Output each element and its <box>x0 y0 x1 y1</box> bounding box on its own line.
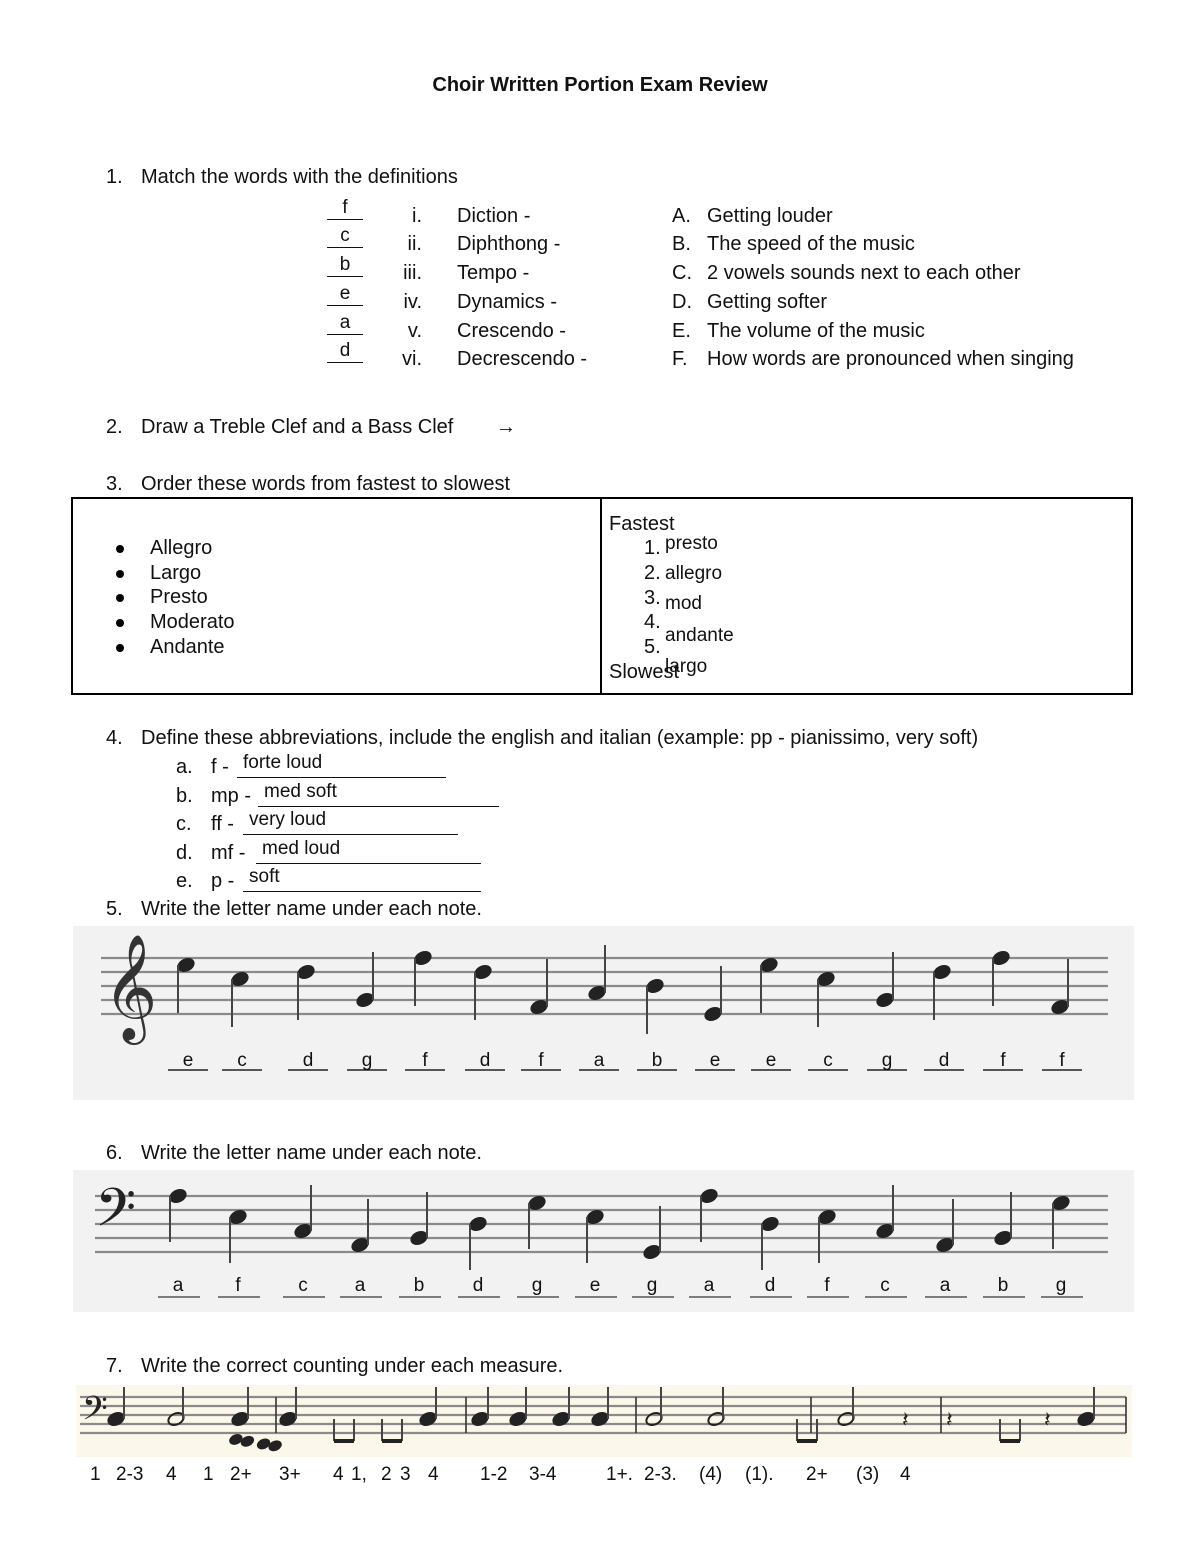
q1-def-letter: E. <box>672 320 691 342</box>
quarter-note <box>469 1387 491 1429</box>
q3-answer[interactable]: presto <box>665 533 718 554</box>
count-label[interactable]: 2 <box>381 1464 392 1485</box>
note-answer[interactable]: e <box>589 1275 601 1296</box>
note-answer[interactable]: e <box>765 1050 777 1071</box>
note-answer[interactable]: b <box>651 1050 663 1071</box>
count-label[interactable]: 2+ <box>806 1464 828 1485</box>
note-answer[interactable]: d <box>302 1050 314 1071</box>
q1-roman: i. <box>412 205 422 227</box>
treble-clef-icon: 𝄞 <box>103 933 158 1040</box>
treble-note <box>1049 959 1071 1017</box>
q3-rank-number: 4. <box>644 611 661 633</box>
quarter-note <box>277 1387 299 1429</box>
treble-note <box>528 959 550 1017</box>
quarter-note <box>550 1387 572 1429</box>
q1-definition: The volume of the music <box>707 320 925 342</box>
bass-note <box>526 1193 548 1249</box>
note-answer[interactable]: f <box>538 1050 544 1071</box>
q1-roman: vi. <box>402 348 422 370</box>
quarter-note <box>417 1387 439 1429</box>
q1-def-letter: A. <box>672 205 691 227</box>
quarter-note <box>589 1387 611 1429</box>
treble-note <box>175 955 197 1013</box>
q4-item-letter: d. <box>176 842 193 864</box>
q3-rank-number: 2. <box>644 562 661 584</box>
q1-term: Diphthong - <box>457 233 561 255</box>
arrow-icon: → <box>496 416 516 438</box>
q4-abbreviation: ff - <box>211 813 234 835</box>
bass-note <box>759 1214 781 1270</box>
quarter-note <box>507 1387 529 1429</box>
note-answer[interactable]: g <box>1055 1275 1067 1296</box>
q3-rank-number: 3. <box>644 587 661 609</box>
q3-answer[interactable]: mod <box>665 593 702 614</box>
treble-note <box>295 962 317 1020</box>
q1-answer-blank[interactable]: e <box>327 283 363 306</box>
q3-answer[interactable]: andante <box>665 625 734 646</box>
count-label[interactable]: 4 <box>333 1464 344 1485</box>
treble-note <box>354 952 376 1010</box>
q5-number: 5. <box>106 898 123 920</box>
bass-note <box>992 1192 1014 1248</box>
count-label[interactable]: 3 <box>400 1464 411 1485</box>
note-answer[interactable]: f <box>1000 1050 1006 1071</box>
treble-note <box>472 962 494 1020</box>
bass-clef-icon: 𝄢 <box>82 1390 108 1436</box>
q3-word-item <box>116 611 235 634</box>
q4-prompt: Define these abbreviations, include the english and italian (example: pp - pianissimo, very soft) <box>141 727 979 749</box>
q3-prompt: Order these words from fastest to slowest <box>141 473 511 495</box>
note-answer[interactable]: d <box>472 1275 484 1296</box>
count-label[interactable]: 1, <box>351 1464 367 1485</box>
bass-staff-lines <box>95 1196 1108 1252</box>
count-label[interactable]: 1 <box>90 1464 101 1485</box>
bass-clef-icon: 𝄢 <box>95 1178 137 1252</box>
q7-number: 7. <box>106 1355 123 1377</box>
q2-prompt: Draw a Treble Clef and a Bass Clef <box>141 416 454 438</box>
note-answer[interactable]: c <box>880 1275 890 1296</box>
count-label[interactable]: (3) <box>856 1464 880 1485</box>
q4-answer-field[interactable]: med soft <box>258 781 499 807</box>
bass-note <box>584 1207 606 1263</box>
quarter-rest-icon: 𝄽 <box>1044 1408 1051 1433</box>
q1-roman: iv. <box>403 291 422 313</box>
note-answer[interactable]: b <box>413 1275 425 1296</box>
q4-answer-field[interactable]: soft <box>243 866 481 892</box>
q3-table-divider <box>600 497 602 694</box>
bass-staff <box>73 1170 1134 1312</box>
note-answer[interactable]: g <box>881 1050 893 1071</box>
rhythm-staff <box>76 1385 1132 1457</box>
bullet-icon <box>116 545 124 553</box>
note-answer[interactable]: g <box>531 1275 543 1296</box>
half-note <box>644 1387 663 1427</box>
half-note <box>836 1387 855 1427</box>
treble-note <box>815 969 837 1027</box>
note-answer[interactable]: f <box>235 1275 241 1296</box>
rhythm-staff-panel <box>76 1385 1132 1457</box>
q1-definition: Getting louder <box>707 205 833 227</box>
quarter-rest-icon: 𝄽 <box>946 1408 953 1433</box>
q1-definition: 2 vowels sounds next to each other <box>707 262 1021 284</box>
q4-answer-field[interactable]: very loud <box>243 809 458 835</box>
treble-note <box>644 976 666 1034</box>
q1-number: 1. <box>106 166 123 188</box>
note-answer[interactable]: b <box>997 1275 1009 1296</box>
note-answer[interactable]: d <box>938 1050 950 1071</box>
treble-staff <box>73 926 1134 1100</box>
bass-note <box>349 1199 371 1255</box>
count-label[interactable]: 3-4 <box>529 1464 557 1485</box>
q1-def-letter: C. <box>672 262 692 284</box>
q1-def-letter: F. <box>672 348 688 370</box>
fastest-label: Fastest <box>609 513 675 535</box>
q1-def-letter: B. <box>672 233 691 255</box>
quarter-note <box>1075 1387 1097 1429</box>
quarter-rest-icon: 𝄽 <box>902 1408 909 1433</box>
bass-staff-panel <box>73 1170 1134 1312</box>
q3-word: Allegro <box>150 537 213 559</box>
q3-number: 3. <box>106 473 123 495</box>
note-answer[interactable]: c <box>823 1050 833 1071</box>
bass-note <box>467 1214 489 1270</box>
q1-term: Crescendo - <box>457 320 566 342</box>
q1-roman: v. <box>407 320 422 342</box>
q4-number: 4. <box>106 727 123 749</box>
q1-term: Decrescendo - <box>457 348 588 370</box>
note-answer[interactable]: a <box>172 1275 184 1296</box>
bass-note <box>1050 1193 1072 1249</box>
quarter-note <box>105 1387 127 1429</box>
q3-word-item <box>116 562 201 585</box>
q5-prompt: Write the letter name under each note. <box>141 898 482 920</box>
q1-prompt: Match the words with the definitions <box>141 166 458 188</box>
q4-abbreviation: f - <box>211 756 229 778</box>
q3-answer[interactable]: largo <box>665 656 708 677</box>
treble-note <box>758 955 780 1013</box>
note-answer[interactable]: a <box>703 1275 715 1296</box>
note-answer[interactable]: f <box>422 1050 428 1071</box>
note-answer[interactable]: f <box>1059 1050 1065 1071</box>
quarter-note <box>229 1387 251 1429</box>
page-title: Choir Written Portion Exam Review <box>432 74 768 96</box>
count-label[interactable]: 3+ <box>279 1464 301 1485</box>
bass-note <box>934 1199 956 1255</box>
q4-item-letter: e. <box>176 870 193 892</box>
bass-note <box>167 1186 189 1242</box>
bullet-icon <box>116 570 124 578</box>
q3-word: Moderato <box>150 611 235 633</box>
q3-word: Presto <box>150 586 208 608</box>
bullet-icon <box>116 594 124 602</box>
q3-rank-number: 1. <box>644 537 661 559</box>
q1-answer-blank[interactable]: f <box>327 197 363 220</box>
note-answer[interactable]: c <box>237 1050 247 1071</box>
q4-item-letter: a. <box>176 756 193 778</box>
q3-word-item <box>116 636 225 659</box>
q4-item-letter: c. <box>176 813 192 835</box>
slowest-label: Slowest <box>609 661 680 683</box>
bass-note <box>816 1207 838 1263</box>
treble-note <box>412 948 434 1006</box>
bass-note <box>292 1185 314 1241</box>
q6-prompt: Write the letter name under each note. <box>141 1142 482 1164</box>
q1-answer-blank[interactable]: d <box>327 340 363 363</box>
q4-item-letter: b. <box>176 785 193 807</box>
note-answer[interactable]: d <box>479 1050 491 1071</box>
q3-word: Largo <box>150 562 202 584</box>
q7-prompt: Write the correct counting under each measure. <box>141 1355 564 1377</box>
q1-term: Dynamics - <box>457 291 558 313</box>
count-label[interactable]: 1 <box>203 1464 214 1485</box>
q3-word-item <box>116 586 208 609</box>
treble-note <box>586 945 608 1003</box>
count-label[interactable]: (4) <box>699 1464 723 1485</box>
count-label[interactable]: 1+. <box>606 1464 633 1485</box>
q4-abbreviation: mf - <box>211 842 246 864</box>
bass-note <box>698 1186 720 1242</box>
q1-definition: The speed of the music <box>707 233 915 255</box>
count-label[interactable]: 4 <box>900 1464 911 1485</box>
note-answer[interactable]: g <box>646 1275 658 1296</box>
note-answer[interactable]: a <box>939 1275 951 1296</box>
treble-note <box>229 969 251 1027</box>
q1-roman: ii. <box>407 233 422 255</box>
q1-answer-blank[interactable]: a <box>327 312 363 335</box>
half-note <box>166 1387 185 1427</box>
bass-note <box>408 1192 430 1248</box>
count-label[interactable]: 4 <box>428 1464 439 1485</box>
treble-staff-panel <box>73 926 1134 1100</box>
note-answer[interactable]: c <box>298 1275 308 1296</box>
q3-rank-number: 5. <box>644 636 661 658</box>
q3-word: Andante <box>150 636 225 658</box>
q4-abbreviation: p - <box>211 870 235 892</box>
note-answer[interactable]: e <box>709 1050 721 1071</box>
q6-number: 6. <box>106 1142 123 1164</box>
count-label[interactable]: 2-3. <box>644 1464 677 1485</box>
note-answer[interactable]: a <box>593 1050 605 1071</box>
q3-word-item <box>116 537 212 560</box>
note-answer[interactable]: a <box>354 1275 366 1296</box>
q1-def-letter: D. <box>672 291 692 313</box>
q4-answer-field[interactable]: med loud <box>256 838 481 864</box>
treble-note <box>931 962 953 1020</box>
count-label[interactable]: 4 <box>166 1464 177 1485</box>
q4-abbreviation: mp - <box>211 785 251 807</box>
note-answer[interactable]: d <box>764 1275 776 1296</box>
note-answer[interactable]: g <box>361 1050 373 1071</box>
q1-answer-blank[interactable]: c <box>327 225 363 248</box>
count-label[interactable]: 1-2 <box>480 1464 508 1485</box>
treble-note <box>702 966 724 1024</box>
q4-answer-field[interactable]: forte loud <box>237 752 446 778</box>
note-answer[interactable]: e <box>182 1050 194 1071</box>
treble-note <box>990 948 1012 1006</box>
treble-note <box>874 952 896 1010</box>
half-note <box>706 1387 725 1427</box>
count-label[interactable]: 2+ <box>230 1464 252 1485</box>
q1-roman: iii. <box>403 262 422 284</box>
bullet-icon <box>116 619 124 627</box>
q3-answer[interactable]: allegro <box>665 563 723 584</box>
count-label[interactable]: 2-3 <box>116 1464 144 1485</box>
q1-term: Diction - <box>457 205 531 227</box>
count-label[interactable]: (1). <box>745 1464 774 1485</box>
note-answer[interactable]: f <box>824 1275 830 1296</box>
bass-note <box>874 1185 896 1241</box>
q3-table <box>71 497 1133 695</box>
bullet-icon <box>116 644 124 652</box>
bass-note <box>641 1206 663 1262</box>
q2-number: 2. <box>106 416 123 438</box>
q1-definition: Getting softer <box>707 291 828 313</box>
q1-definition: How words are pronounced when singing <box>707 348 1074 370</box>
bass-note <box>227 1207 249 1263</box>
q1-answer-blank[interactable]: b <box>327 254 363 277</box>
q1-term: Tempo - <box>457 262 530 284</box>
